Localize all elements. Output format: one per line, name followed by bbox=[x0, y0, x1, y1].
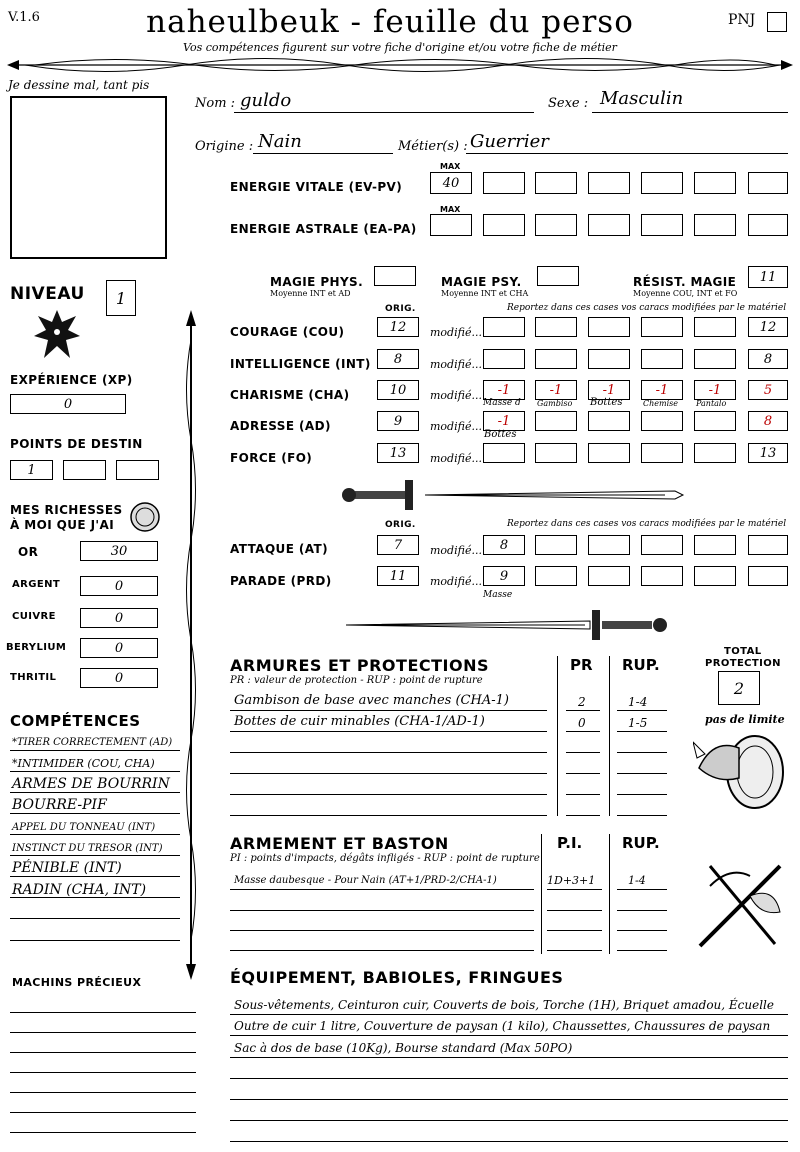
arme-rup-line bbox=[617, 930, 667, 931]
ev-label: ENERGIE VITALE (EV-PV) bbox=[230, 180, 403, 194]
ea-box[interactable] bbox=[641, 214, 683, 236]
prd-mod-box[interactable] bbox=[588, 566, 630, 586]
cou-orig[interactable]: 12 bbox=[377, 317, 419, 337]
arme-rup-line bbox=[617, 889, 667, 890]
total-protection-box[interactable]: 2 bbox=[718, 671, 760, 705]
armure-pr-line bbox=[566, 815, 600, 816]
niveau-label: NIVEAU bbox=[10, 284, 85, 304]
at-mod-box[interactable] bbox=[535, 535, 577, 555]
competence-line bbox=[10, 813, 180, 814]
xp-label: EXPÉRIENCE (XP) bbox=[10, 373, 133, 387]
armure-rup-line bbox=[617, 794, 667, 795]
nom-label: Nom : bbox=[195, 96, 236, 111]
competence-3[interactable]: ARMES DE BOURRIN bbox=[12, 776, 170, 792]
equipement-line bbox=[230, 1057, 788, 1058]
equipement-title: ÉQUIPEMENT, BABIOLES, FRINGUES bbox=[230, 968, 564, 987]
ad-mod-box[interactable] bbox=[641, 411, 683, 431]
prd-mod-box[interactable] bbox=[535, 566, 577, 586]
armure-1-name[interactable]: Gambison de base avec manches (CHA-1) bbox=[234, 693, 509, 708]
ad-final[interactable]: 8 bbox=[748, 411, 788, 431]
at-mod-box[interactable] bbox=[641, 535, 683, 555]
machins-line bbox=[10, 1132, 196, 1133]
argent-label: ARGENT bbox=[12, 579, 61, 590]
ev-max-box[interactable]: 40 bbox=[430, 172, 472, 194]
nom-value[interactable]: guldo bbox=[240, 90, 292, 111]
ad-modifie: modifié... bbox=[430, 420, 482, 433]
machins-line bbox=[10, 1052, 196, 1053]
ad-mod-box[interactable] bbox=[694, 411, 736, 431]
argent-box[interactable]: 0 bbox=[80, 576, 158, 596]
combat-orig-label: ORIG. bbox=[385, 520, 416, 530]
berylium-label: BERYLIUM bbox=[6, 642, 67, 653]
at-mod-box[interactable] bbox=[588, 535, 630, 555]
machins-line bbox=[10, 1092, 196, 1093]
resist-magie-box[interactable]: 11 bbox=[748, 266, 788, 288]
arme-line bbox=[230, 910, 534, 911]
arme-rup-line bbox=[617, 950, 667, 951]
equipement-line bbox=[230, 1141, 788, 1142]
at-mod-1[interactable]: 8 bbox=[483, 535, 525, 555]
origine-value[interactable]: Nain bbox=[258, 131, 302, 152]
equipement-line bbox=[230, 1099, 788, 1100]
sword-icon bbox=[335, 478, 685, 512]
int-mod-box[interactable] bbox=[588, 349, 630, 369]
ea-box[interactable] bbox=[588, 214, 630, 236]
at-mod-box[interactable] bbox=[748, 535, 788, 555]
armure-pr-line bbox=[566, 752, 600, 753]
ad-mod-box[interactable] bbox=[535, 411, 577, 431]
ea-box[interactable] bbox=[535, 214, 577, 236]
armement-divider-2 bbox=[609, 834, 610, 954]
stats-orig-label: ORIG. bbox=[385, 304, 416, 314]
portrait-caption: Je dessine mal, tant pis bbox=[8, 78, 150, 92]
armure-line bbox=[230, 731, 547, 732]
cha-source-2: Gambiso bbox=[537, 399, 573, 408]
pnj-checkbox[interactable] bbox=[767, 12, 787, 32]
stats-note: Reportez dans ces cases vos caracs modifiées par le matériel bbox=[507, 303, 787, 313]
fo-label: FORCE (FO) bbox=[230, 451, 313, 465]
cha-modifie: modifié... bbox=[430, 389, 482, 402]
ev-box[interactable] bbox=[588, 172, 630, 194]
int-modifie: modifié... bbox=[430, 358, 482, 371]
arme-1-pi[interactable]: 1D+3+1 bbox=[547, 874, 596, 887]
dragon-icon bbox=[32, 306, 82, 362]
cou-mod-box[interactable] bbox=[483, 317, 525, 337]
armure-rup-line bbox=[617, 710, 667, 711]
machins-line bbox=[10, 1072, 196, 1073]
sexe-label: Sexe : bbox=[548, 96, 589, 111]
niveau-box[interactable]: 1 bbox=[106, 280, 136, 316]
armement-rup-header: RUP. bbox=[622, 834, 660, 852]
armure-line bbox=[230, 752, 547, 753]
competence-5[interactable]: APPEL DU TONNEAU (INT) bbox=[12, 822, 156, 833]
sheet-title: naheulbeuk - feuille du perso bbox=[146, 4, 634, 40]
armure-line bbox=[230, 710, 547, 711]
ea-max-label: MAX bbox=[440, 205, 461, 214]
total-label-2: PROTECTION bbox=[705, 658, 781, 669]
equipement-line bbox=[230, 1120, 788, 1121]
cuivre-label: CUIVRE bbox=[12, 611, 56, 622]
armure-rup-line bbox=[617, 731, 667, 732]
destin-box-2[interactable] bbox=[63, 460, 106, 480]
arme-line bbox=[230, 950, 534, 951]
competence-7[interactable]: PÉNIBLE (INT) bbox=[12, 860, 122, 876]
ea-label: ENERGIE ASTRALE (EA-PA) bbox=[230, 222, 417, 236]
fo-mod-box[interactable] bbox=[588, 443, 630, 463]
int-label: INTELLIGENCE (INT) bbox=[230, 357, 371, 371]
ev-box[interactable] bbox=[535, 172, 577, 194]
armure-pr-line bbox=[566, 731, 600, 732]
armure-rup-line bbox=[617, 752, 667, 753]
machins-line bbox=[10, 1012, 196, 1013]
magie-psy-sub: Moyenne INT et CHA bbox=[441, 289, 529, 298]
armures-rup-header: RUP. bbox=[622, 656, 660, 674]
machins-line bbox=[10, 1032, 196, 1033]
competence-4[interactable]: BOURRE-PIF bbox=[12, 797, 107, 813]
cha-mod-3[interactable]: -1 bbox=[588, 380, 630, 400]
int-final[interactable]: 8 bbox=[748, 349, 788, 369]
competence-line bbox=[10, 897, 180, 898]
competence-line bbox=[10, 940, 180, 941]
cha-final[interactable]: 5 bbox=[748, 380, 788, 400]
resist-magie-sub: Moyenne COU, INT et FO bbox=[633, 289, 738, 298]
cha-source-3: Bottes bbox=[590, 397, 623, 408]
cha-source-4: Chemise bbox=[643, 399, 678, 408]
destin-label: POINTS DE DESTIN bbox=[10, 437, 143, 451]
armure-rup-line bbox=[617, 773, 667, 774]
fo-mod-box[interactable] bbox=[535, 443, 577, 463]
ea-max-box[interactable] bbox=[430, 214, 472, 236]
pnj-label: PNJ bbox=[728, 12, 756, 28]
ea-box[interactable] bbox=[694, 214, 736, 236]
fo-mod-box[interactable] bbox=[641, 443, 683, 463]
metier-value[interactable]: Guerrier bbox=[470, 131, 549, 152]
weapons-icon bbox=[690, 856, 790, 956]
cha-source-5: Pantalo bbox=[696, 399, 727, 408]
ad-mod-box[interactable] bbox=[588, 411, 630, 431]
armure-line bbox=[230, 794, 547, 795]
at-orig[interactable]: 7 bbox=[377, 535, 419, 555]
ev-box[interactable] bbox=[748, 172, 788, 194]
armement-divider-1 bbox=[541, 834, 542, 954]
armure-2-rup[interactable]: 1-5 bbox=[628, 716, 648, 730]
destin-box-1[interactable]: 1 bbox=[10, 460, 53, 480]
cou-mod-box[interactable] bbox=[535, 317, 577, 337]
portrait-box[interactable] bbox=[10, 96, 167, 259]
prd-source-1: Masse bbox=[483, 590, 513, 600]
berylium-box[interactable]: 0 bbox=[80, 638, 158, 658]
nom-line bbox=[234, 112, 534, 113]
equipement-line-3[interactable]: Sac à dos de base (10Kg), Bourse standard (Max 50PO) bbox=[234, 1041, 573, 1055]
arme-pi-line bbox=[547, 910, 602, 911]
cuivre-box[interactable]: 0 bbox=[80, 608, 158, 628]
cha-mod-5[interactable]: -1 bbox=[694, 380, 736, 400]
armure-line bbox=[230, 815, 547, 816]
ad-label: ADRESSE (AD) bbox=[230, 419, 331, 433]
machins-title: MACHINS PRÉCIEUX bbox=[12, 976, 142, 989]
armure-2-name[interactable]: Bottes de cuir minables (CHA-1/AD-1) bbox=[234, 714, 485, 729]
armures-sub: PR : valeur de protection - RUP : point de rupture bbox=[230, 675, 483, 686]
cha-mod-1[interactable]: -1 bbox=[483, 380, 525, 400]
total-label-1: TOTAL bbox=[724, 646, 762, 657]
arme-pi-line bbox=[547, 930, 602, 931]
fo-mod-box[interactable] bbox=[694, 443, 736, 463]
sword-icon-2 bbox=[340, 608, 680, 642]
arme-1-name[interactable]: Masse daubesque - Pour Nain (AT+1/PRD-2/CHA-1) bbox=[234, 875, 497, 886]
fo-mod-box[interactable] bbox=[483, 443, 525, 463]
competence-line bbox=[10, 792, 180, 793]
origine-line bbox=[253, 153, 393, 154]
thritil-label: THRITIL bbox=[10, 672, 57, 683]
sexe-line bbox=[592, 112, 788, 113]
ev-box[interactable] bbox=[641, 172, 683, 194]
arme-line bbox=[230, 889, 534, 890]
prd-modifie: modifié... bbox=[430, 575, 482, 588]
competence-8[interactable]: RADIN (CHA, INT) bbox=[12, 882, 147, 898]
equipement-line bbox=[230, 1078, 788, 1079]
magie-psy-label: MAGIE PSY. bbox=[441, 275, 522, 289]
cou-mod-box[interactable] bbox=[694, 317, 736, 337]
competence-line bbox=[10, 750, 180, 751]
machins-line bbox=[10, 1112, 196, 1113]
equipement-line-2[interactable]: Outre de cuir 1 litre, Couverture de paysan (1 kilo), Chaussettes, Chaussures de paysan bbox=[234, 1019, 771, 1033]
int-mod-box[interactable] bbox=[483, 349, 525, 369]
cou-mod-box[interactable] bbox=[588, 317, 630, 337]
at-label: ATTAQUE (AT) bbox=[230, 542, 328, 556]
magie-phys-sub: Moyenne INT et AD bbox=[270, 289, 351, 298]
combat-note: Reportez dans ces cases vos caracs modifiées par le matériel bbox=[507, 519, 787, 529]
competence-line bbox=[10, 771, 180, 772]
arme-pi-line bbox=[547, 950, 602, 951]
cha-source-1: Masse d bbox=[483, 398, 521, 408]
int-mod-box[interactable] bbox=[535, 349, 577, 369]
equipement-line bbox=[230, 1035, 788, 1036]
cha-mod-4[interactable]: -1 bbox=[641, 380, 683, 400]
sexe-value[interactable]: Masculin bbox=[600, 88, 684, 109]
armures-divider-2 bbox=[609, 656, 610, 816]
arme-rup-line bbox=[617, 910, 667, 911]
richesses-label-2: À MOI QUE J'AI bbox=[10, 518, 115, 532]
fo-orig[interactable]: 13 bbox=[377, 443, 419, 463]
or-box[interactable]: 30 bbox=[80, 541, 158, 561]
armures-title: ARMURES ET PROTECTIONS bbox=[230, 656, 489, 675]
cou-mod-box[interactable] bbox=[641, 317, 683, 337]
fo-final[interactable]: 13 bbox=[748, 443, 788, 463]
resist-magie-label: RÉSIST. MAGIE bbox=[633, 275, 737, 289]
armure-1-pr[interactable]: 2 bbox=[578, 695, 586, 709]
armure-pr-line bbox=[566, 710, 600, 711]
arme-1-rup[interactable]: 1-4 bbox=[628, 874, 646, 887]
competence-line bbox=[10, 918, 180, 919]
competence-2[interactable]: *INTIMIDER (COU, CHA) bbox=[12, 757, 155, 770]
at-mod-box[interactable] bbox=[694, 535, 736, 555]
subtitle: Vos compétences figurent sur votre fiche d'origine et/ou votre fiche de métier bbox=[183, 41, 617, 54]
armement-pi-header: P.I. bbox=[557, 834, 583, 852]
version-label: V.1.6 bbox=[8, 10, 40, 25]
prd-orig[interactable]: 11 bbox=[377, 566, 419, 586]
ev-box[interactable] bbox=[694, 172, 736, 194]
pas-de-limite: pas de limite bbox=[705, 713, 785, 726]
armement-sub: PI : points d'impacts, dégâts infligés - RUP : point de rupture bbox=[230, 853, 540, 864]
arme-pi-line bbox=[547, 889, 602, 890]
ea-box[interactable] bbox=[483, 214, 525, 236]
coin-icon bbox=[128, 500, 162, 534]
competence-line bbox=[10, 855, 180, 856]
destin-box-3[interactable] bbox=[116, 460, 159, 480]
ev-box[interactable] bbox=[483, 172, 525, 194]
prd-label: PARADE (PRD) bbox=[230, 574, 332, 588]
int-mod-box[interactable] bbox=[641, 349, 683, 369]
xp-box[interactable]: 0 bbox=[10, 394, 126, 414]
ad-orig[interactable]: 9 bbox=[377, 411, 419, 431]
metier-line bbox=[466, 153, 788, 154]
fo-modifie: modifié... bbox=[430, 452, 482, 465]
prd-mod-1[interactable]: 9 bbox=[483, 566, 525, 586]
origine-label: Origine : bbox=[195, 139, 254, 154]
metier-label: Métier(s) : bbox=[398, 139, 468, 154]
armures-divider-1 bbox=[557, 656, 558, 816]
equipement-line bbox=[230, 1014, 788, 1015]
at-modifie: modifié... bbox=[430, 544, 482, 557]
prd-mod-box[interactable] bbox=[694, 566, 736, 586]
ea-box[interactable] bbox=[748, 214, 788, 236]
armure-pr-line bbox=[566, 794, 600, 795]
int-orig[interactable]: 8 bbox=[377, 349, 419, 369]
competence-line bbox=[10, 876, 180, 877]
arme-line bbox=[230, 930, 534, 931]
armure-pr-line bbox=[566, 773, 600, 774]
cou-label: COURAGE (COU) bbox=[230, 325, 345, 339]
competence-line bbox=[10, 834, 180, 835]
prd-mod-box[interactable] bbox=[641, 566, 683, 586]
armure-1-rup[interactable]: 1-4 bbox=[628, 695, 648, 709]
cha-mod-2[interactable]: -1 bbox=[535, 380, 577, 400]
int-mod-box[interactable] bbox=[694, 349, 736, 369]
prd-mod-box[interactable] bbox=[748, 566, 788, 586]
equipement-line-1[interactable]: Sous-vêtements, Ceinturon cuir, Couverts de bois, Torche (1H), Briquet amadou, Écuelle bbox=[234, 998, 774, 1012]
competences-title: COMPÉTENCES bbox=[10, 712, 141, 730]
cha-orig[interactable]: 10 bbox=[377, 380, 419, 400]
cou-modifie: modifié... bbox=[430, 326, 482, 339]
armure-rup-line bbox=[617, 815, 667, 816]
armures-pr-header: PR bbox=[570, 656, 593, 674]
helmet-shield-icon bbox=[693, 728, 789, 812]
magie-phys-box[interactable] bbox=[374, 266, 416, 286]
magie-psy-box[interactable] bbox=[537, 266, 579, 286]
competence-1[interactable]: *TIRER CORRECTEMENT (AD) bbox=[12, 737, 173, 748]
ad-mod-1[interactable]: -1 bbox=[483, 411, 525, 431]
competence-6[interactable]: INSTINCT DU TRESOR (INT) bbox=[12, 843, 163, 854]
armure-2-pr[interactable]: 0 bbox=[578, 716, 586, 730]
or-label: OR bbox=[18, 545, 39, 559]
cha-label: CHARISME (CHA) bbox=[230, 388, 350, 402]
richesses-label-1: MES RICHESSES bbox=[10, 503, 123, 517]
thritil-box[interactable]: 0 bbox=[80, 668, 158, 688]
magie-phys-label: MAGIE PHYS. bbox=[270, 275, 364, 289]
armement-title: ARMEMENT ET BASTON bbox=[230, 834, 449, 853]
armure-line bbox=[230, 773, 547, 774]
spear-ornament bbox=[180, 310, 202, 980]
ev-max-label: MAX bbox=[440, 162, 461, 171]
cou-final[interactable]: 12 bbox=[748, 317, 788, 337]
ad-source-1: Bottes bbox=[484, 429, 517, 440]
